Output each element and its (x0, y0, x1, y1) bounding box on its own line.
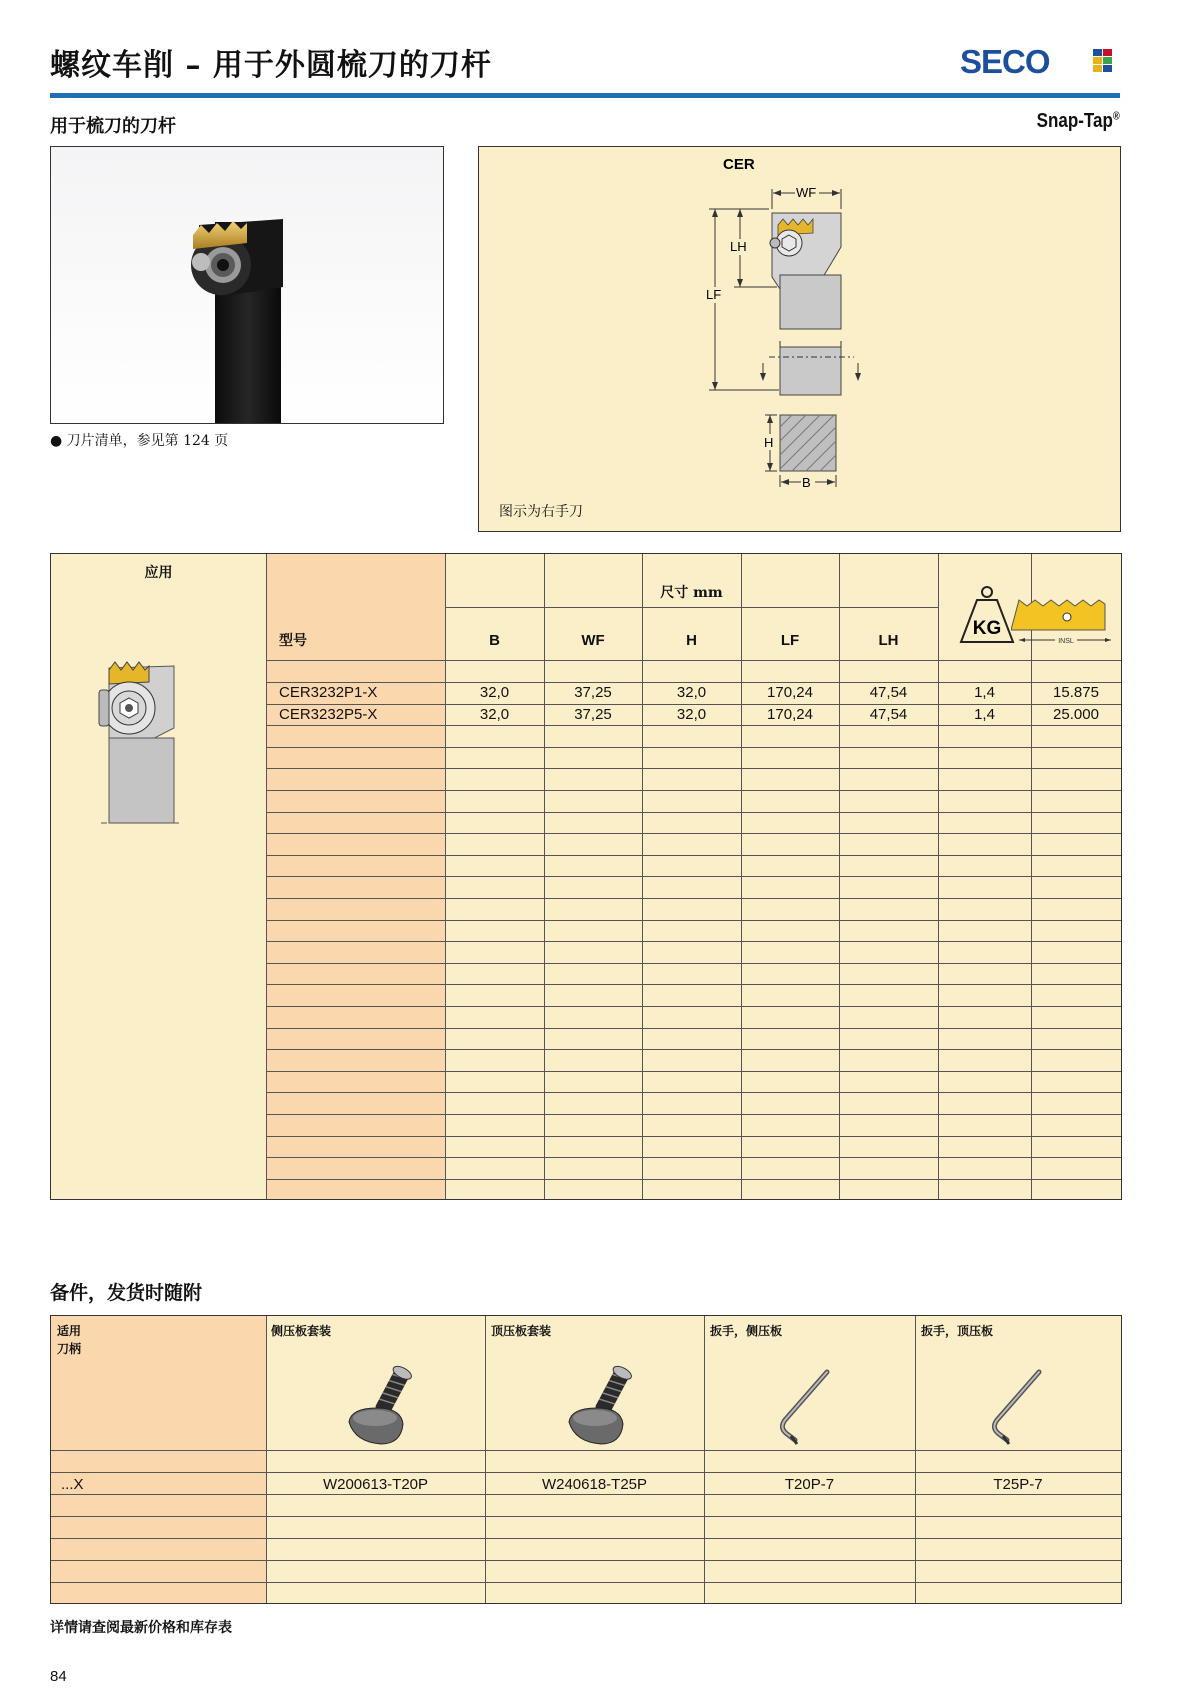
side-clamp-value: W200613-T20P (322, 1476, 429, 1493)
column-header-lh: LH (878, 632, 899, 649)
tool-holder-photo-icon (51, 147, 444, 424)
accessories-table (50, 1315, 1122, 1604)
cell-b: 32,0 (479, 705, 510, 723)
column-header-wf: WF (581, 632, 605, 649)
top-clamp-value: W240618-T25P (541, 1476, 648, 1493)
svg-text:INSL: INSL (1058, 638, 1074, 645)
footer-note: 详情请查阅最新价格和库存表 (50, 1620, 232, 1636)
logo-squares-icon (1093, 49, 1113, 73)
holder-value: ...X (61, 1476, 84, 1493)
side-clamp-set-icon (341, 1364, 421, 1450)
top-clamp-wrench-icon (981, 1368, 1051, 1448)
cell-h: 32,0 (676, 705, 707, 723)
cell-kg: 1,4 (974, 705, 995, 723)
h-label: H (764, 435, 774, 450)
model-cell: CER3232P1-X (279, 684, 378, 701)
cer-drawing-icon (479, 147, 1122, 533)
cell-h: 32,0 (676, 684, 707, 701)
section-subtitle: 用于梳刀的刀杆 (50, 116, 176, 137)
cell-wf: 37,25 (574, 684, 612, 701)
application-icon (79, 658, 199, 828)
side-clamp-header: 侧压板套装 (271, 1324, 332, 1338)
cell-kg: 1,4 (974, 684, 995, 701)
application-header: 应用 (144, 565, 173, 581)
header-rule (50, 93, 1120, 98)
insert-list-note: ● 刀片清单，参见第 124 页 (50, 433, 229, 449)
page-title: 螺纹车削 – 用于外圆梳刀的刀杆 (50, 48, 492, 83)
model-cell: CER3232P5-X (279, 705, 378, 723)
drawing-label: CER (723, 156, 755, 173)
column-header-b: B (489, 632, 500, 649)
cell-b: 32,0 (479, 684, 510, 701)
column-header-h: H (686, 632, 697, 649)
logo-text: SECO (960, 43, 1050, 80)
wrench-top-header: 扳手，顶压板 (921, 1324, 994, 1338)
product-photo (50, 146, 444, 424)
cell-lf: 170,24 (767, 684, 813, 701)
dimension-drawing (478, 146, 1121, 532)
wf-label: WF (796, 185, 817, 200)
top-clamp-header: 顶压板套装 (491, 1324, 552, 1338)
seco-logo (960, 44, 1120, 80)
model-header: 型号 (279, 633, 307, 649)
side-clamp-wrench-icon (769, 1368, 839, 1448)
top-clamp-set-icon (561, 1364, 641, 1450)
holder-header: 适用 刀柄 (57, 1324, 82, 1356)
dimensions-header: 尺寸 mm (660, 585, 723, 601)
cell-lh: 47,54 (869, 705, 908, 723)
lh-label: LH (730, 239, 747, 254)
cell-lf: 170,24 (767, 705, 813, 723)
svg-text:KG: KG (972, 618, 1002, 639)
cell-lh: 47,54 (869, 684, 908, 701)
page-number: 84 (50, 1668, 67, 1685)
column-header-lf: LF (780, 632, 800, 649)
brand-name: Snap-Tap® (1036, 110, 1120, 132)
cell-insl: 15.875 (1053, 684, 1099, 701)
cell-insl: 25.000 (1053, 705, 1099, 723)
accessories-title: 备件，发货时随附 (50, 1282, 203, 1304)
insert-size-icon (1011, 596, 1115, 648)
holder-table (50, 553, 1122, 1200)
b-label: B (802, 475, 811, 490)
drawing-caption: 图示为右手刀 (499, 504, 583, 520)
wrench-side-value: T20P-7 (784, 1476, 835, 1493)
lf-label: LF (706, 287, 722, 302)
wrench-side-header: 扳手，侧压板 (710, 1324, 783, 1338)
cell-wf: 37,25 (574, 705, 612, 723)
wrench-top-value: T25P-7 (993, 1476, 1043, 1493)
